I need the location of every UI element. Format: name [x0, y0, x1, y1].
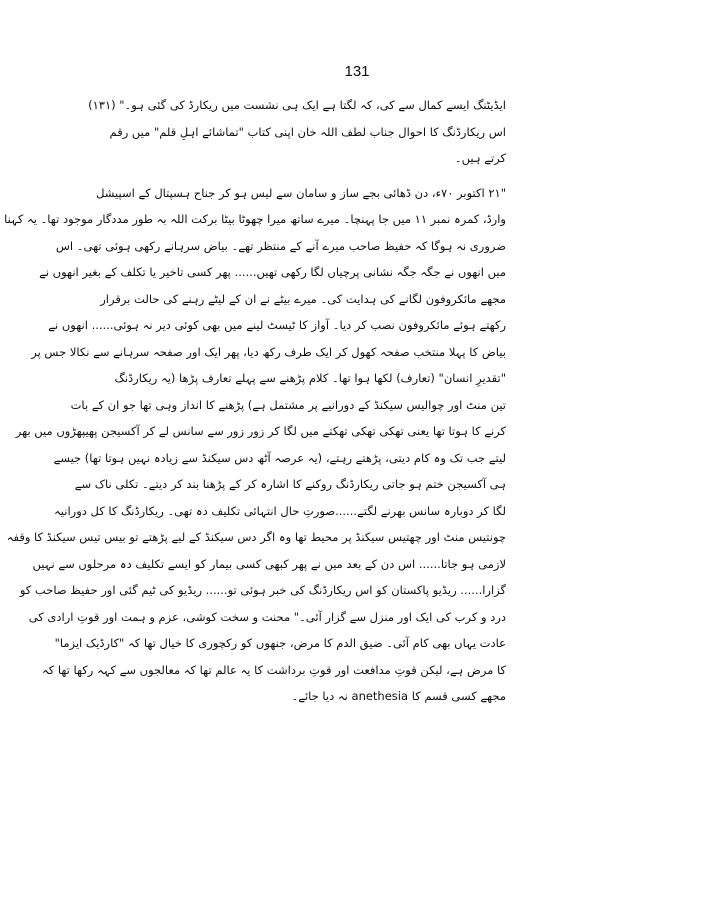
text-line: اس ریکارڈنگ کا احوال جناب لطف اللہ خان اپنی کتاب "تماشائے اہلِ قلم" میں رقم	[109, 124, 506, 139]
text-line: لازمی ہو جاتا...... اس دن کے بعد میں نے پھر کبھی کسی بیمار کو ایسے تکلیف دہ مرحلوں سے نہیں	[32, 556, 506, 571]
text-line: رکھتے ہوئے مائکروفون نصب کر دیا۔ آواز کا ٹیسٹ لینے میں بھی کوئی دیر نہ ہوئی...... انھوں نے	[48, 318, 506, 332]
text-line: ہی آکسیجن ختم ہو جاتی ریکارڈنگ روکنے کا اشارہ کر کے پڑھنا بند کر دیتے۔ تکلی ناک سے	[74, 477, 506, 491]
text-line: درد و کرب کی ایک اور منزل سے گزار آئی۔" محنت و سخت کوشی، عزم و ہمت اور قوتِ ارادی کی	[28, 609, 506, 624]
text-line: مجھے مائکروفون لگانے کی ہدایت کی۔ میرے بیٹے نے ان کے لیٹے رہنے کی حالت برقرار	[100, 291, 506, 306]
text-line: بیاض کا پہلا منتخب صفحہ کھول کر ایک طرف رکھ دیا، پھر ایک اور صفحہ سرہانے سے نکالا جس پر	[31, 344, 506, 359]
text-line: تین منٹ اور چوالیس سیکنڈ کے دورانیے پر مشتمل ہے) پڑھنے کا انداز وہی تھا جو ان کے بات	[70, 397, 506, 412]
paragraph-gap	[222, 172, 506, 180]
text-line: لیتے جب تک وہ کام دیتی، پڑھتے رہتے، (یہ عرصہ آٹھ دس سیکنڈ سے زیادہ نہیں ہوتا تھا) جیسے	[53, 450, 506, 465]
page-number: 131	[344, 63, 370, 80]
body-text	[4, 92, 506, 710]
text-line: کرنے کا ہوتا تھا یعنی تھکی تھکی تھکتے میں لگا کر زور زور سے سانس لے کر آکسیجن پھیپھڑوں میں بھر	[15, 424, 506, 438]
text-line: لگا کر دوبارہ سانس بھرنے لگتے......صورتِ حال انتہائی تکلیف دہ تھی۔ ریکارڈنگ کا کل دورانیہ	[54, 503, 506, 518]
text-line: میں انھوں نے جگہ جگہ نشانی پرچیاں لگا رکھی تھیں...... پھر کسی تاخیر یا تکلف کے بغیر انھوں نے	[39, 265, 506, 279]
text-line: وارڈ، کمرہ نمبر ۱۱ میں جا پہنچا۔ میرے ساتھ میرا چھوٹا بیٹا برکت اللہ بہ طور مددگار موجود تھا۔ یہ کہنا	[4, 212, 506, 226]
text-line: کرتے ہیں۔	[454, 151, 506, 165]
text-line: ایڈیٹنگ ایسے کمال سے کی، کہ لگتا ہے ایک ہی نشست میں ریکارڈ کی گئی ہو۔" (۱۳۱)	[88, 98, 506, 112]
text-line: مجھے کسی قسم کا anethesia نہ دیا جائے۔	[291, 689, 506, 703]
text-line: ضروری نہ ہوگا کہ حفیظ صاحب میرے آنے کے منتظر تھے۔ بیاض سرہانے رکھی ہوئی تھی۔ اس	[55, 238, 506, 253]
text-line: "۲۱ اکتوبر ۷۰ء، دن ڈھائی بجے ساز و سامان سے لیس ہو کر جناح ہسپتال کے اسپیشل	[96, 185, 506, 200]
text-line: گزارا...... ریڈیو پاکستان کو اس ریکارڈنگ کی خبر ہوئی تو...... ریڈیو کی ٹیم گئی اور حفیظ صاحب کو	[19, 583, 506, 597]
text-line: چونتیس منٹ اور چھتیس سیکنڈ پر محیط تھا وہ اگر دس سیکنڈ کے لیے پڑھتے تو بیس تیس سیکنڈ کا وقفہ	[6, 530, 506, 544]
text-line: عادت یہاں بھی کام آئی۔ ضیق الدم کا مرض، جنھوں کو رکچوری کا خیال تھا کہ "کارڈیک ایزما"	[54, 636, 506, 650]
text-line: کا مرض ہے، لیکن قوتِ مدافعت اور قوتِ برداشت کا یہ عالم تھا کہ معالجوں سے کہہ رکھا تھا کہ	[41, 662, 506, 677]
text-line: "تقدیرِ انسان" (تعارف) لکھا ہوا تھا۔ کلام پڑھنے سے پہلے تعارف پڑھا (یہ ریکارڈنگ	[114, 371, 506, 385]
